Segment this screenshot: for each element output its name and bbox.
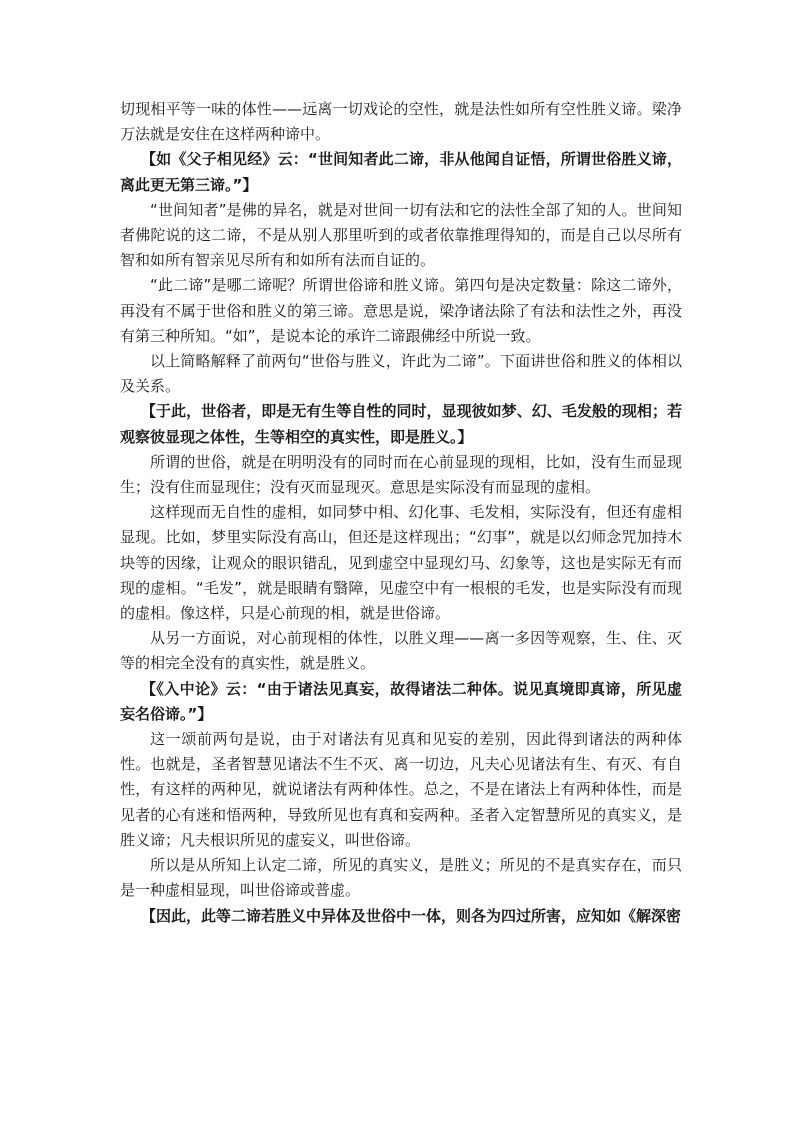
paragraph-text: 所谓的世俗，就是在明明没有的同时而在心前显现的现相，比如，没有生而显现生；没有住而显现住；没有灭而显现灭。意思是实际没有而显现的虚相。 <box>120 452 682 497</box>
paragraph-text: 这样现而无自性的虚相，如同梦中相、幻化事、毛发相，实际没有，但还有虚相显现。比如，梦里实际没有高山，但还是这样现出；“幻事”，就是以幻师念咒加持木块等的因缘，让观众的眼识错乱，见到虚空中显现幻马、幻象等，这也是实际无有而现的虚相。“毛发”，就是眼睛有翳障，见虚空中有一根根的毛发，也是实际没有而现的虚相。像这样，只是心前现的相，就是世俗谛。 <box>120 503 682 623</box>
paragraph-text: 切现相平等一味的体性——远离一切戏论的空性，就是法性如所有空性胜义谛。梁净万法就是安住在这样两种谛中。 <box>120 100 682 144</box>
root-verse: 【如《父子相见经》云：“世间知者此二谛，非从他闻自证悟，所谓世俗胜义谛，离此更无第三谛。”】 <box>120 150 682 194</box>
root-verse: 【于此，世俗者，即是无有生等自性的同时，显现彼如梦、幻、毛发般的现相；若观察彼显现之体性，生等相空的真实性，即是胜义。】 <box>120 402 682 446</box>
root-verse: 【《入中论》云：“由于诸法见真妄，故得诸法二种体。说见真境即真谛，所见虚妄名俗谛。”】 <box>120 679 682 723</box>
paragraph-text: “此二谛”是哪二谛呢？所谓世俗谛和胜义谛。第四句是决定数量：除这二谛外，再没有不属于世俗和胜义的第三谛。意思是说，梁净诸法除了有法和法性之外，再没有第三种所知。“如”，是说本论的承许二谛跟佛经中所说一致。 <box>120 276 682 345</box>
document-page <box>120 97 682 929</box>
paragraph-text: “世间知者”是佛的异名，就是对世间一切有法和它的法性全部了知的人。世间知者佛陀说的这二谛，不是从别人那里听到的或者依靠推理得知的，而是自己以尽所有智和如所有智亲见尽所有和如所有法而自证的。 <box>120 200 682 270</box>
root-verse: 【因此，此等二谛若胜义中异体及世俗中一体，则各为四过所害，应知如《解深密 <box>141 906 682 925</box>
paragraph-text: 以上简略解释了前两句“世俗与胜义，许此为二谛”。下面讲世俗和胜义的体相以及关系。 <box>120 352 682 396</box>
paragraph-text: 从另一方面说，对心前现相的体性，以胜义理——离一多因等观察，生、住、灭等的相完全没有的真实性，就是胜义。 <box>120 629 682 673</box>
paragraph-text: 所以是从所知上认定二谛，所见的真实义，是胜义；所见的不是真实存在，而只是一种虚相显现，叫世俗谛或普虚。 <box>120 856 682 900</box>
paragraph-text: 这一颂前两句是说，由于对诸法有见真和见妄的差别，因此得到诸法的两种体性。也就是，圣者智慧见诸法不生不灭、离一切边，凡夫心见诸法有生、有灭、有自性，有这样的两种见，就说诸法有两种体性。总之，不是在诸法上有两种体性，而是见者的心有迷和悟两种，导致所见也有真和妄两种。圣者入定智慧所见的真实义，是胜义谛；凡夫根识所见的虚妄义，叫世俗谛。 <box>120 730 682 849</box>
